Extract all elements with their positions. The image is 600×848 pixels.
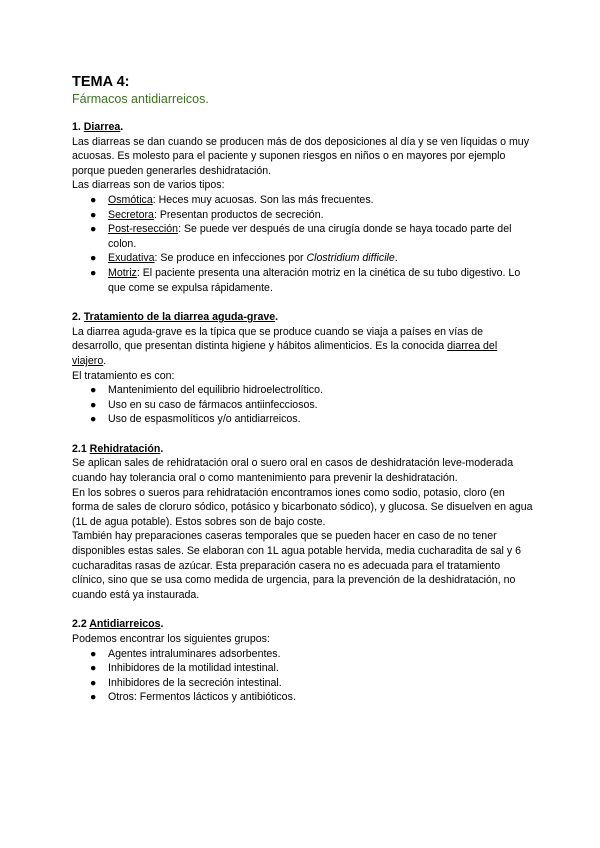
paragraph: Podemos encontrar los siguientes grupos: (72, 633, 270, 645)
bullet-icon: ● (90, 691, 97, 704)
list-item: ● Motriz: El paciente presenta una alteración motriz en la cinética de su tubo digestivo. Lo que come se expulsa rápidamente. (90, 266, 521, 294)
document-title: TEMA 4: (72, 74, 130, 90)
section-tratamiento (72, 310, 534, 427)
bullet-icon: ● (90, 266, 97, 279)
list-item: ● Inhibidores de la secreción intestinal. (90, 676, 282, 689)
paragraph: Las diarreas son de varios tipos: (72, 179, 225, 192)
diarrea-del-viajero-link: diarrea del viajero (72, 340, 498, 367)
bullet-icon: ● (90, 662, 97, 675)
bullet-icon: ● (90, 398, 97, 411)
bullet-icon: ● (90, 413, 97, 426)
bullet-icon: ● (90, 193, 97, 206)
list-item: ● Mantenimiento del equilibrio hidroelectrolítico. (90, 384, 323, 397)
bullet-icon: ● (90, 208, 97, 221)
antidiarrheal-groups-list (72, 647, 534, 705)
paragraph: En los sobres o sueros para rehidratación encontramos iones como sodio, potasio, cloro (en forma de sales de cloruro sódico, potásico y bicarbonato sódico), y glucosa. Se disuelven en agua (1L de agua potable). Estos sobres son de bajo coste. (72, 486, 533, 528)
bullet-icon: ● (90, 647, 97, 660)
document-subtitle: Fármacos antidiarreicos. (72, 92, 209, 106)
list-item: ● Agentes intraluminares adsorbentes. (90, 647, 281, 660)
section-antidiarreicos (72, 617, 534, 705)
section-heading: 1. Diarrea. (72, 121, 124, 133)
list-item: ● Osmótica: Heces muy acuosas. Son las más frecuentes. (90, 193, 374, 206)
paragraph: También hay preparaciones caseras temporales que se pueden hacer en caso de no tener disponibles estas sales. Se elaboran con 1L agua potable hervida, media cucharadita de sal y 6 cucharaditas rasas de azúcar. Esta preparación casera no es adecuada para el tratamiento clínico, sino que se usa como medida de urgencia, para la prevención de la deshidratación, no cuando está ya instaurada. (72, 530, 521, 601)
bullet-icon: ● (90, 223, 97, 236)
bullet-icon: ● (90, 384, 97, 397)
paragraph: Las diarreas se dan cuando se producen más de dos deposiciones al día y se ven líquidas o muy acuosas. Es molesto para el paciente y suponen riesgos en niños o en mayores por ejemplo porque pueden generarles deshidratación. (72, 135, 529, 177)
list-item: ● Uso de espasmolíticos y/o antidiarreicos. (90, 413, 301, 426)
bullet-icon: ● (90, 252, 97, 265)
paragraph: El tratamiento es con: (72, 369, 175, 382)
section-diarrea (72, 120, 534, 295)
section-heading: 2.1 Rehidratación. (72, 442, 164, 455)
list-item: ● Secretora: Presentan productos de secreción. (90, 208, 324, 221)
list-item: ● Exudativa: Se produce en infecciones por Clostridium difficile. (90, 252, 398, 265)
section-heading: 2.2 Antidiarreicos. (72, 618, 164, 631)
paragraph: Se aplican sales de rehidratación oral o suero oral en casos de deshidratación leve-moderada cuando hay tolerancia oral o como mantenimiento para prevenir la deshidratación. (72, 457, 514, 485)
treatment-list (72, 383, 534, 427)
list-item: ● Uso en su caso de fármacos antiinfecciosos. (90, 398, 318, 411)
list-item: ● Post-resección: Se puede ver después de una cirugía donde se haya tocado parte del colon. (90, 223, 512, 250)
section-heading: 2. Tratamiento de la diarrea aguda-grave. (72, 311, 279, 324)
section-rehidratacion (72, 442, 534, 603)
paragraph: La diarrea aguda-grave es la típica que se produce cuando se viaja a países en vías de desarrollo, que presentan distinta higiene y hábitos alimenticios. Es la conocida diarrea del viajero. (72, 325, 498, 367)
list-item: ● Otros: Fermentos lácticos y antibióticos. (90, 691, 296, 704)
document-body (72, 74, 534, 720)
bullet-icon: ● (90, 676, 97, 689)
list-item: ● Inhibidores de la motilidad intestinal. (90, 662, 279, 675)
diarrhea-types-list (72, 193, 534, 295)
